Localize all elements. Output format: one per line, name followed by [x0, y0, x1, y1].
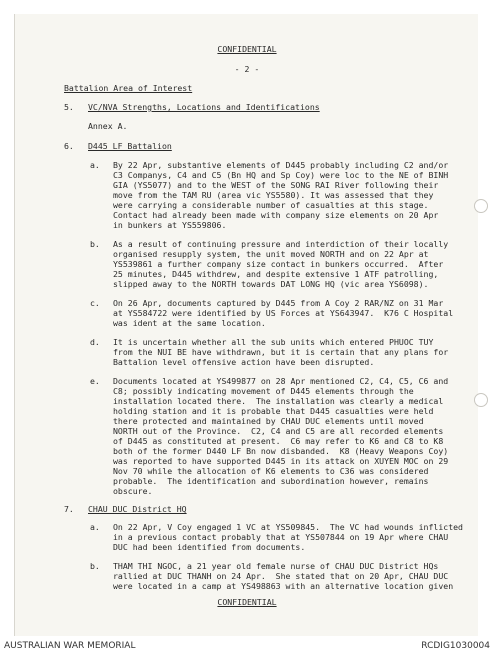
para-6b-label: b. — [90, 239, 100, 249]
section-heading: Battalion Area of Interest — [64, 83, 193, 93]
classification-footer: CONFIDENTIAL — [217, 597, 277, 607]
document-text: CONFIDENTIAL - 2 - Battalion Area of Interest 5. VC/NVA Strengths, Locations and Identifications Annex A. 6. D445 LF Battalion a. By 22 Apr, substantive elements of D445 probably including C2 and/or C3 Companys, C4 and C5 (Bn HQ and Sp Coy) were loc to the NE of BINH GIA (YS5077) and to the WEST of the SONG RAI River following their move from the TAM RU (area vic YS5580). It was assessed that they were carrying a considerable number of casualties at this stage. Contact had already been made with company size elements on 20 Apr in bunkers at YS559806. b. As a result of continuing pressure and interdiction of their locally organised resupply system, the unit moved NORTH and on 22 Apr at YS539861 a further company size contact in bunkers occurred. After 25 minutes, D445 withdrew, and despite extensive 1 ATF patrolling, slipped away to the NORTH towards DAT LONG HQ (vic area YS6098). c. On 26 Apr, documents captured by D445 from A Coy 2 RAR/NZ on 31 Mar at YS584722 were identified by US Forces at YS643947. K76 C Hospital was ident at the same location. d. It is uncertain whether all the sub units which entered PHUOC TUY from the NUI BE have withdrawn, but it is certain that any plans for Battalion level offensive action have been disrupted. e. Documents located at YS499877 on 28 Apr mentioned C2, C4, C5, C6 and C8; possibly indicating movement of D445 elements through the installation located there. The installation was clearly a medical holding station and it is probable that D445 casualties were held there protected and maintained by CHAU DUC elements until moved NORTH out of the Province. C2, C4 and C5 are all recorded elements of D445 as constituted at present. C6 may refer to K6 and C8 to K8 both of the former D440 LF Bn now disbanded. K8 (Heavy Weapons Coy) was reported to have supported D445 in its attack on XUYEN MOC on 29 Nov 70 while the allocation of K6 elements to C36 was considered probable. The identification and subordination however, remains obscure. 7. CHAU DUC District HQ a. On 22 Apr, V Coy engaged 1 VC at YS509845. The VC had wounds inflicted in a previous contact probably that at YS507844 on 19 Apr where CHAU DUC had been identified from documents. b. THAM THI NGOC, a 21 year old female nurse of CHAU DUC District HQs rallied at DUC THANH on 24 Apr. She stated that on 20 Apr, CHAU DUC were located in a camp at YS498863 with an alternative location given CONFIDENTIAL — [0, 0, 494, 653]
footer-right-label: RCDIG1030004 — [421, 641, 490, 651]
page-number: - 2 - — [234, 64, 260, 74]
item-5-title: VC/NVA Strengths, Locations and Identifications — [88, 102, 320, 112]
para-6d-label: d. — [90, 337, 100, 347]
classification-header: CONFIDENTIAL — [217, 44, 277, 54]
para-7a-label: a. — [90, 522, 100, 532]
item-6-title: D445 LF Battalion — [88, 141, 172, 151]
item-7-title: CHAU DUC District HQ — [88, 504, 187, 514]
para-6e-label: e. — [90, 376, 100, 386]
para-7b-label: b. — [90, 561, 100, 571]
annex-reference: Annex A. — [88, 121, 128, 131]
item-7-number: 7. — [64, 504, 74, 514]
para-6c-label: c. — [90, 298, 100, 308]
para-6a-label: a. — [90, 160, 100, 170]
item-6-number: 6. — [64, 141, 74, 151]
archive-footer — [0, 640, 494, 653]
footer-left-label: AUSTRALIAN WAR MEMORIAL — [4, 641, 136, 651]
item-5-number: 5. — [64, 102, 74, 112]
